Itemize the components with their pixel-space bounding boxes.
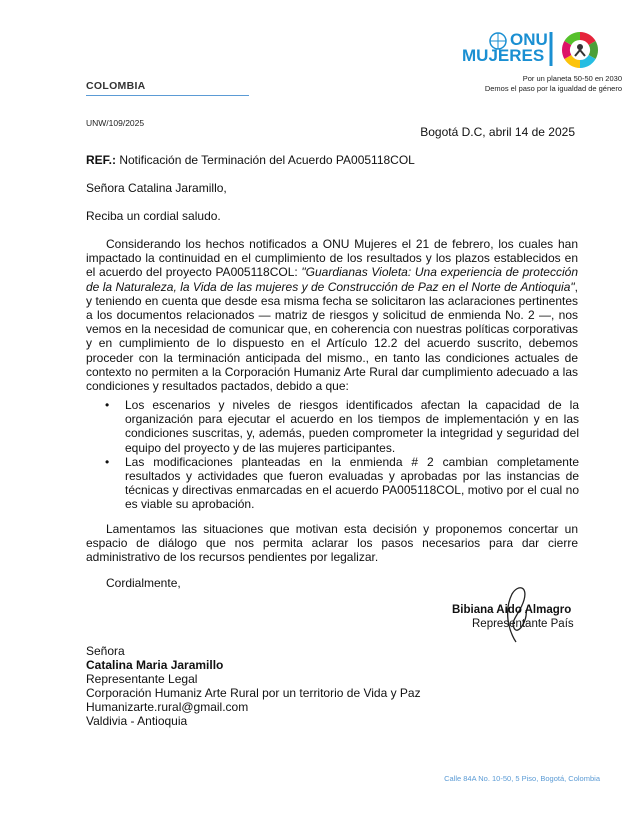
reference-text: Notificación de Terminación del Acuerdo PA005118COL — [119, 153, 415, 167]
project-title: "Guardianas Violeta: Una experiencia de protección de la Naturaleza, la Vida de las mujeres y de Construcción de Paz en el Norte de Antioquia" — [86, 265, 578, 294]
tagline-line-1: Por un planeta 50-50 en 2030 — [522, 74, 622, 83]
addressee-role: Representante Legal — [86, 672, 198, 686]
bullet-marker: • — [105, 454, 110, 469]
letter-date: Bogotá D.C, abril 14 de 2025 — [420, 125, 575, 139]
logo-mujeres-text: MUJERES — [462, 46, 545, 65]
greeting: Reciba un cordial saludo. — [86, 209, 221, 223]
logo-tagline — [442, 74, 622, 94]
reference-label: REF.: — [86, 153, 116, 167]
list-item — [103, 398, 579, 455]
addressee-email: Humanizarte.rural@gmail.com — [86, 700, 249, 714]
addressee-block — [86, 644, 421, 728]
salutation: Señora Catalina Jaramillo, — [86, 181, 227, 195]
country-label: COLOMBIA — [86, 80, 146, 92]
main-paragraph-part2: , y teniendo en cuenta que desde esa misma fecha se solicitaron las aclaraciones pertinentes a los documentos relacionados — matriz de riesgos y solicitud de enmienda No. 2 —, nos vemos en la necesidad de comunicar que, en coherencia con nuestras políticas corporativas y en cumplimiento de lo dispuesto en el Artículo 12.2 del acuerdo suscrito, debemos proceder con la terminación anticipada del mismo., en tanto las condiciones actuales de contexto no permiten a la Corporación Humaniz Arte Rural dar cumplimiento adecuado a las condiciones y resultados pactados, debido a que: — [86, 279, 578, 394]
footer-address: Calle 84A No. 10-50, 5 Piso, Bogotá, Colombia — [444, 774, 600, 783]
signer-role: Representante País — [472, 618, 574, 630]
addressee-title: Señora — [86, 644, 125, 658]
list-item-text: Los escenarios y niveles de riesgos identificados afectan la capacidad de la organización para ejecutar el acuerdo en los tiempos de implementación y en las condiciones suscritas, y, además, pueden comprometer la integridad y seguridad del equipo del proyecto y de las mujeres participantes. — [125, 398, 579, 455]
logo-divider-icon — [544, 32, 558, 66]
list-item — [103, 455, 579, 512]
logo-onu-text: ONU — [510, 30, 548, 49]
main-paragraph — [86, 237, 578, 393]
closing-phrase: Cordialmente, — [106, 576, 181, 590]
list-item-text: Las modificaciones planteadas en la enmienda # 2 cambian completamente resultados y actividades que fueron evaluadas y aprobadas por las instancias de técnicas y directivas enmarcadas en el acuerdo PA005118COL, motivo por el cual no es viable su aprobación. — [125, 454, 579, 512]
reference-code: UNW/109/2025 — [86, 118, 145, 128]
closing-paragraph: Lamentamos las situaciones que motivan esta decisión y proponemos concertar un espacio de diálogo que nos permita aclarar los pasos necesarios para dar cierre administrativo de los recursos pendientes por legalizar. — [86, 522, 578, 565]
addressee-name: Catalina Maria Jaramillo — [86, 658, 224, 672]
logo-wordmark — [462, 32, 548, 64]
header-divider — [86, 95, 249, 96]
tagline-line-2: Demos el paso por la igualdad de género — [484, 84, 622, 93]
reasons-list — [103, 398, 579, 512]
addressee-location: Valdivia - Antioquia — [86, 714, 188, 728]
bullet-marker: • — [105, 398, 110, 412]
main-paragraph-part1: Considerando los hechos notificados a ONU Mujeres el 21 de febrero, los cuales han impactado la continuidad en el cumplimiento de los resultados y los plazos establecidos en el acuerdo del proyecto PA005118COL: — [86, 237, 578, 280]
signer-name: Bibiana Aido Almagro — [452, 604, 572, 616]
sdg5-wheel-icon — [560, 30, 600, 70]
reference-line — [86, 153, 415, 167]
addressee-org: Corporación Humaniz Arte Rural por un territorio de Vida y Paz — [86, 686, 421, 700]
